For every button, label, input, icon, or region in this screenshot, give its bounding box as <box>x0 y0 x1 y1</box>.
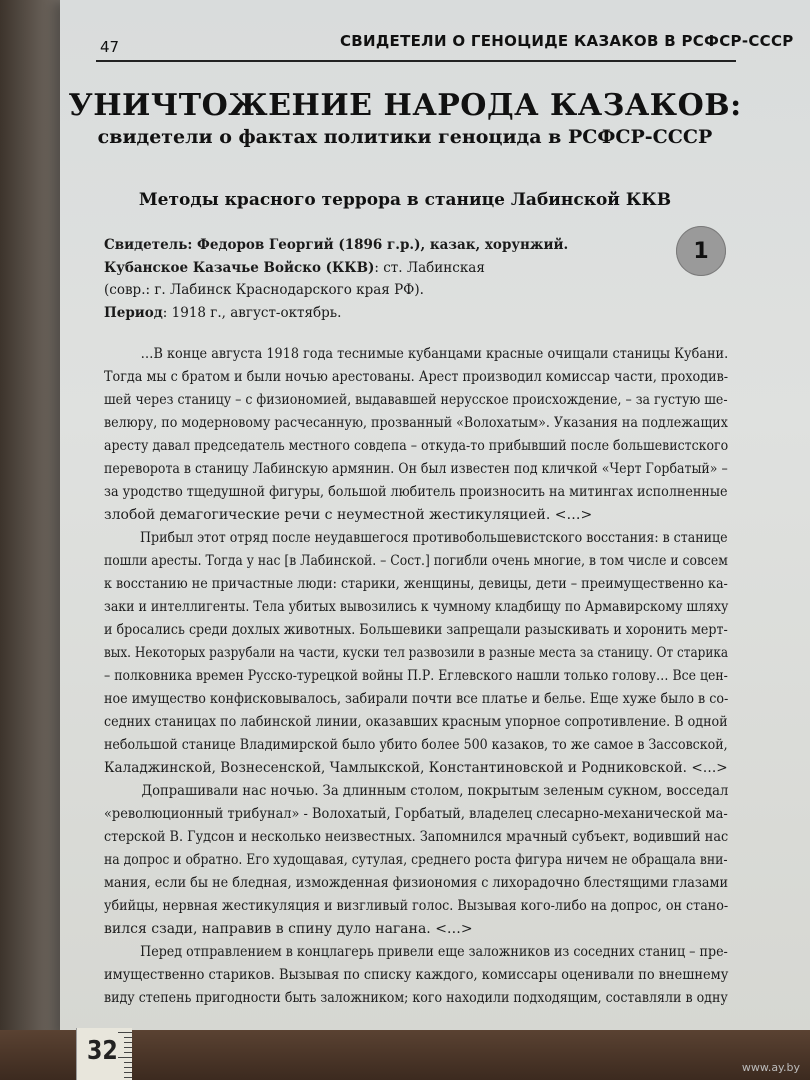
body-line: Прибыл этот отряд после неудавшегося противобольшевистского восстания: в станице <box>140 530 728 546</box>
ruler-label: 32 <box>87 1036 118 1066</box>
body-line: вился сзади, направив в спину дуло нагана. <…> <box>104 921 473 937</box>
body-line: – полковника времен Русско-турецкой войны П.Р. Еглевского нашли только голову… Все цен- <box>104 668 728 684</box>
measuring-tape <box>76 1028 132 1080</box>
testimony-body <box>104 343 728 1010</box>
testimony-meta <box>104 234 568 324</box>
watermark: www.ay.by <box>741 1061 800 1074</box>
ruler-tick <box>124 1077 132 1078</box>
testimony-number-badge: 1 <box>676 226 726 276</box>
header-rule <box>96 60 736 62</box>
ruler-tick <box>124 1072 132 1073</box>
period-line: Период: 1918 г., август-октябрь. <box>104 304 342 321</box>
ruler-tick <box>124 1042 132 1043</box>
body-line: Тогда мы с братом и были ночью арестованы. Арест производил комиссар части, проходив- <box>104 369 729 385</box>
body-line: виду степень пригодности быть заложником; кого находили подходящим, составляли в одну <box>104 990 728 1006</box>
body-line: …В конце августа 1918 года теснимые кубанцами красные очищали станицы Кубани. <box>140 346 729 362</box>
modern-location-line: (совр.: г. Лабинск Краснодарского края РФ). <box>104 282 424 298</box>
body-line: Перед отправлением в концлагерь привели еще заложников из соседних станиц – пре- <box>140 944 728 960</box>
ruler-tick <box>124 1037 132 1038</box>
body-line: имущественно стариков. Вызывая по списку каждого, комиссары оценивали по внешнему <box>104 967 729 983</box>
witness-line: Свидетель: Федоров Георгий (1896 г.р.), казак, хорунжий. <box>104 237 569 253</box>
running-header: СВИДЕТЕЛИ О ГЕНОЦИДЕ КАЗАКОВ В РСФСР-СССР <box>340 32 794 50</box>
body-line: Каладжинской, Вознесенской, Чамлыкской, Константиновской и Родниковской. <…> <box>104 760 728 776</box>
page-number: 47 <box>100 38 120 56</box>
body-line: и бросались среди дохлых животных. Большевики запрещали разыскивать и хоронить мерт- <box>104 622 728 638</box>
body-line: Допрашивали нас ночью. За длинным столом, покрытым зеленым сукном, восседал <box>141 783 729 799</box>
ruler-tick <box>124 1062 132 1063</box>
body-line: аресту давал председатель местного совдепа – откуда-то прибывший после большевистского <box>104 438 729 454</box>
body-line: мания, если бы не бледная, изможденная физиономия с лихорадочно блестящими глазами <box>104 875 728 891</box>
book-page <box>60 0 810 1040</box>
body-line: седних станицах по лабинской линии, оказавших красным упорное сопротивление. В одной <box>104 714 728 730</box>
body-line: стерской В. Гудсон и несколько неизвестных. Запомнился мрачный субъект, водивший нас <box>104 829 729 845</box>
body-line: убийцы, нервная жестикуляция и визгливый голос. Вызывая кого-либо на допрос, он стано- <box>104 898 729 914</box>
body-line: к восстанию не причастные люди: старики, женщины, девицы, дети – преимущественно ка- <box>104 576 728 592</box>
body-line: велюру, по модерновому расчесанную, прозванный «Волохатым». Указания на подлежащих <box>104 415 728 431</box>
ruler-tick <box>118 1057 132 1058</box>
page-title: УНИЧТОЖЕНИЕ НАРОДА КАЗАКОВ: <box>68 88 742 123</box>
body-line: заки и интеллигенты. Тела убитых вывозились к чумному кладбищу по Армавирскому шляху <box>104 599 729 615</box>
body-line: злобой демагогические речи с неуместной жестикуляцией. <…> <box>104 507 593 523</box>
body-line: пошли аресты. Тогда у нас [в Лабинской. – Сост.] погибли очень многие, в том числе и совсем <box>104 553 728 569</box>
section-title: Методы красного террора в станице Лабинской ККВ <box>138 190 672 210</box>
host-line: Кубанское Казачье Войско (ККВ): ст. Лабинская <box>104 259 485 276</box>
body-line: вых. Некоторых разрубали на части, куски тел развозили в разные места за станицу. От старика <box>104 645 729 661</box>
ruler-tick <box>124 1047 132 1048</box>
body-line: на допрос и обратно. Его худощавая, сутулая, среднего роста фигура ничем не обращала вни- <box>104 852 728 868</box>
body-line: за уродство тщедушной фигуры, большой любитель произносить на митингах исполненные <box>104 484 728 500</box>
page-subtitle: свидетели о фактах политики геноцида в РСФСР-СССР <box>97 126 713 148</box>
body-line: ное имущество конфисковывалось, забирали почти все платье и белье. Еще хуже было в со- <box>104 691 729 707</box>
ruler-tick <box>118 1032 132 1033</box>
body-line: «революционный трибунал» - Волохатый, Горбатый, владелец слесарно-механической ма- <box>104 806 728 822</box>
ruler-tick <box>124 1052 132 1053</box>
body-line: шей через станицу – с физиономией, выдававшей нерусское происхождение, – за густую ше- <box>104 392 728 408</box>
body-line: небольшой станице Владимирской было убито более 500 казаков, то же самое в Зассовской, <box>104 737 728 753</box>
body-line: переворота в станицу Лабинскую армянин. Он был известен под кличкой «Черт Горбатый» – <box>104 461 728 477</box>
ruler-tick <box>124 1067 132 1068</box>
